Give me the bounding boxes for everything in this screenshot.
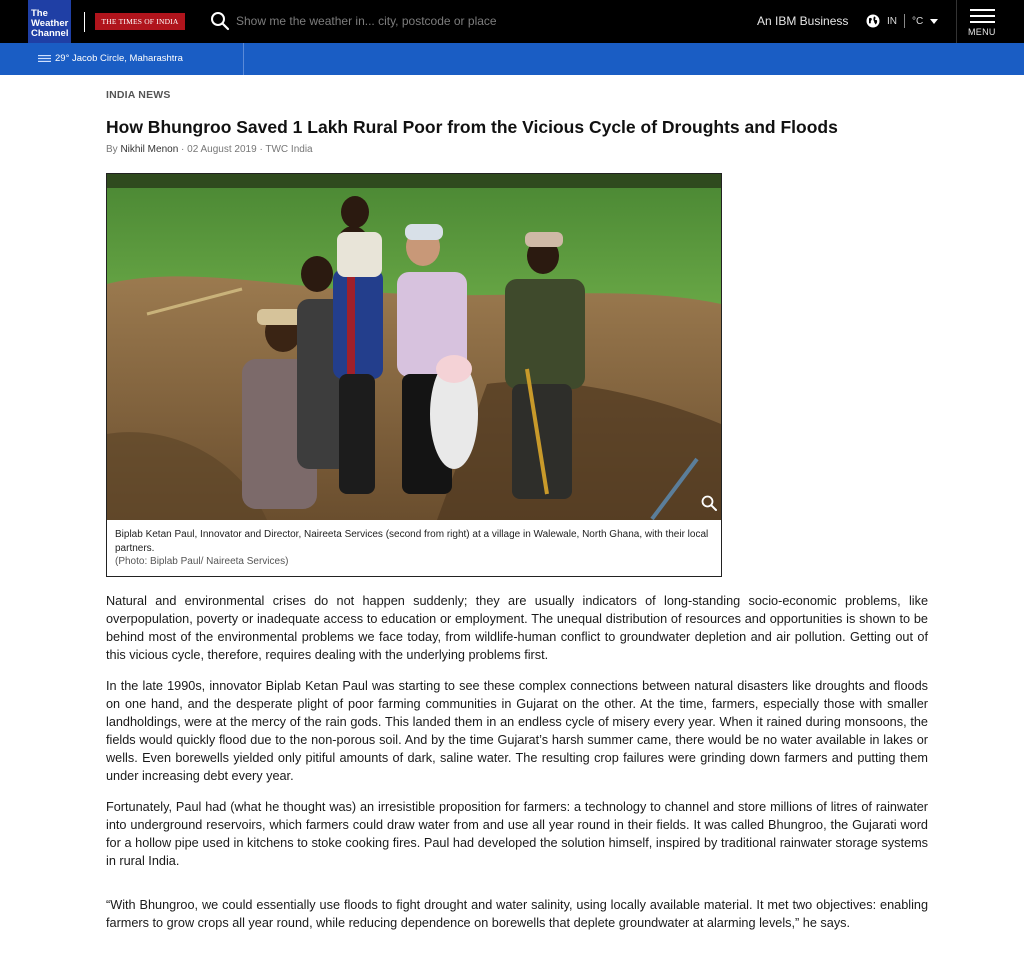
photo-credit: (Photo: Biplab Paul/ Naireeta Services)	[115, 556, 289, 567]
article-figure	[106, 173, 722, 577]
fog-icon	[38, 55, 51, 62]
hamburger-icon-bar	[970, 15, 995, 17]
region-divider	[904, 14, 905, 28]
photo-caption	[115, 528, 715, 569]
region-selector[interactable]: IN	[887, 16, 897, 27]
menu-button[interactable]	[960, 0, 1006, 43]
byline-prefix: By	[106, 144, 118, 155]
byline	[106, 144, 313, 155]
ibm-business-label: An IBM Business	[757, 14, 849, 28]
article-paragraph: In the late 1990s, innovator Biplab Ketan Paul was starting to see these complex connections between natural disasters like droughts and floods on one hand, and the desperate plight of poor farming communities in Gujarat on the other. At the time, farmers, especially those with smaller landholdings, were at the mercy of the rain gods. This landed them in an endless cycle of misery every year. When it rained during monsoons, the fields would quickly flood due to the non-porous soil. And by the time Gujarat’s harsh summer came, there would be no water available in lakes or wells. Even borewells yielded only pitiful amounts of dark, saline water. The resulting crop failures were grinding down farmers and putting them under increasing debt every year.	[106, 679, 928, 783]
article-paragraph: Natural and environmental crises do not happen suddenly; they are usually indicators of long-standing socio-economic problems, like overpopulation, poverty or inadequate access to education or employment. The unequal distribution of resources and opportunities is shown to be behind most of the environmental problems we face today, from wildlife-human conflict to groundwater depletion and air pollution. Getting out of this vicious cycle, therefore, requires dealing with the underlying problems first.	[106, 594, 928, 662]
unit-selector[interactable]: °C	[912, 16, 924, 27]
caption-text: Biplab Ketan Paul, Innovator and Director, Naireeta Services (second from right) at a village in Walewale, North Ghana, with their local partners.	[115, 529, 709, 554]
menu-label: MENU	[968, 27, 996, 37]
search-icon[interactable]	[210, 11, 230, 31]
section-label[interactable]: INDIA NEWS	[106, 89, 171, 101]
hamburger-icon-bar	[970, 9, 995, 11]
photo-illustration	[107, 174, 721, 520]
logo-line-1: The	[31, 8, 48, 19]
logo-line-2: Weather	[31, 18, 69, 29]
logo-line-3: Channel	[31, 28, 69, 39]
zoom-icon[interactable]	[701, 495, 717, 511]
author-name[interactable]: Nikhil Menon	[120, 144, 179, 155]
byline-date-source: · 02 August 2019 · TWC India	[181, 144, 313, 155]
location-temperature: 29° Jacob Circle, Maharashtra	[55, 53, 183, 64]
globe-icon[interactable]	[866, 14, 880, 28]
search-input[interactable]	[236, 11, 616, 31]
hamburger-icon-bar	[970, 21, 995, 23]
current-location-weather[interactable]	[0, 43, 243, 75]
caret-down-icon[interactable]	[930, 19, 938, 24]
article-quote-paragraph: “With Bhungroo, we could essentially use floods to fight drought and water salinity, using locally available material. It met two objectives: enabling farmers to grow crops all year round, while reducing dependence on borewells that deplete groundwater at alarming levels,” he says.	[106, 898, 928, 930]
menu-divider	[956, 0, 957, 43]
article-paragraph: Fortunately, Paul had (what he thought was) an irresistible proposition for farmers: a technology to channel and store millions of litres of rainwater into underground reservoirs, which farmers could draw water from and use all year round in their fields. It was called Bhungroo, the Gujarati word for a hollow pipe used in kitchens to stoke cooking fires. Paul had developed the solution himself, inspired by traditional rainwater storage systems in rural India.	[106, 800, 928, 868]
location-bar	[0, 43, 1024, 75]
top-navigation-bar	[0, 0, 1024, 43]
location-bar-divider	[243, 43, 244, 75]
weather-channel-logo[interactable]	[28, 0, 71, 43]
article-photo[interactable]	[107, 174, 721, 520]
logo-divider	[84, 12, 85, 32]
times-of-india-logo[interactable]: THE TIMES OF INDIA	[95, 13, 185, 30]
article-headline: How Bhungroo Saved 1 Lakh Rural Poor from the Vicious Cycle of Droughts and Floods	[106, 117, 838, 137]
